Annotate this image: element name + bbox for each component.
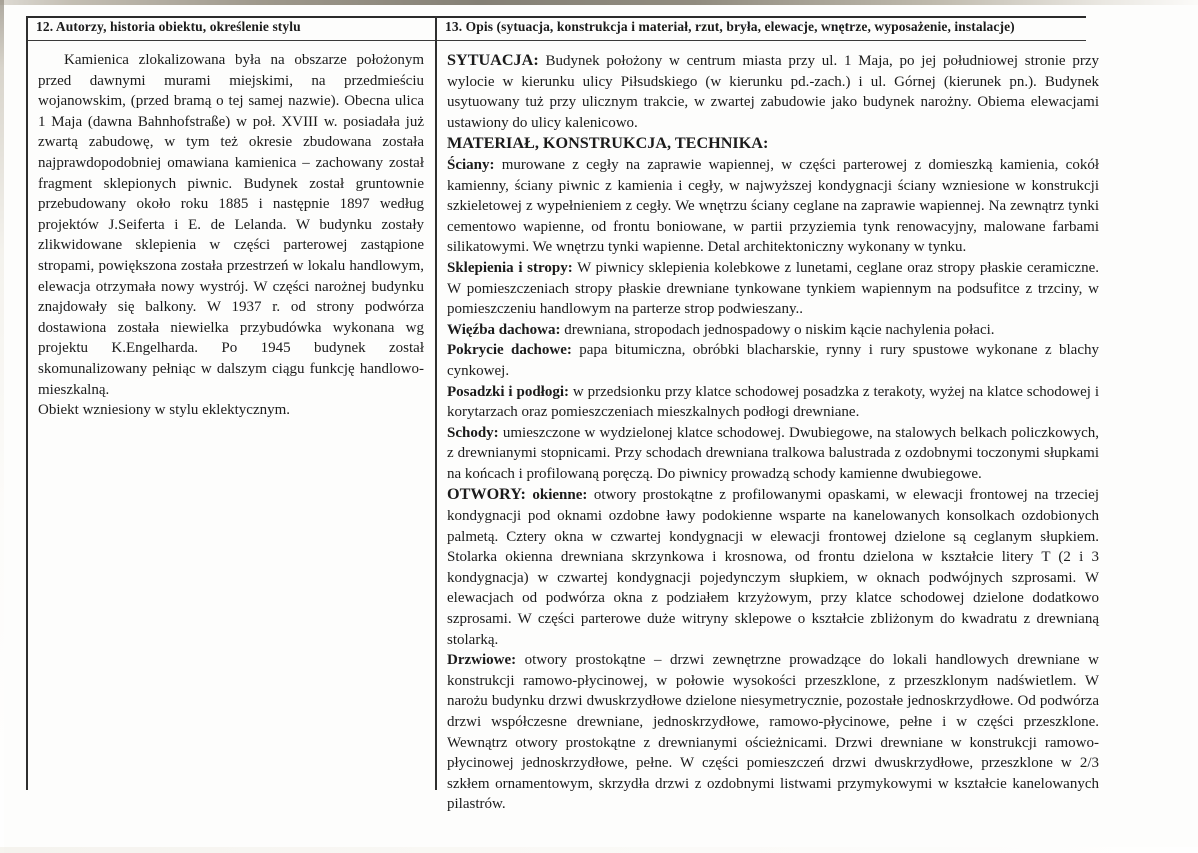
section-label: Drzwiowe:: [447, 652, 517, 669]
description-section: [447, 320, 1099, 341]
left-paragraph: Kamienica zlokalizowana była na obszarze położonym przed dawnymi murami miejskimi, na przedmieściu wojanowskim, (przed bramą o tej samej nazwie). Obecna ulica 1 Maja (dawna Bahnhofstraße) w poł. XVIII w. posiadała już zwartą zabudowę, w tym też okresie zbudowana została najprawdopodobniej omawiana kamienica – zachowany został fragment sklepionych piwnic. Budynek został gruntownie przebudowany około roku 1885 i następnie 1897 według projektów J.Seiferta i E. de Lelanda. W budynku zostały zlikwidowane sklepienia w części parterowej zastąpione stropami, powiększona została przestrzeń w lokalu handlowym, elewacja otrzymała nowy wystrój. W części narożnej budynku znajdowały się balkony. W 1937 r. od strony podwórza dostawiona została niewielka przybudówka wykonana wg projektu K.Engelharda. Po 1945 budynek został skomunalizowany pełniąc w dalszym ciągu funkcję handlowo-mieszkalną.: [38, 52, 424, 398]
table-top-rule: [26, 16, 1086, 18]
header-separator-rule: [26, 40, 1086, 41]
section-text: drewniana, stropodach jednospadowy o niskim kącie nachylenia połaci.: [560, 321, 995, 338]
section-label: Więźba dachowa:: [447, 321, 561, 338]
section-13-body: [447, 50, 1099, 815]
description-section: [447, 423, 1099, 485]
section-label: Sklepienia i stropy:: [447, 259, 573, 276]
scan-edge-top: [0, 0, 1198, 5]
section-label: Pokrycie dachowe:: [447, 342, 572, 359]
section-text: papa bitumiczna, obróbki blacharskie, rynny i rury spustowe wykonane z blachy cynkowej.: [447, 342, 1099, 379]
description-section: [447, 155, 1099, 258]
section-label: OTWORY:: [447, 485, 526, 504]
scan-edge-left: [0, 0, 4, 853]
section-sublabel: okienne:: [525, 487, 588, 504]
scan-edge-bottom: [0, 847, 1198, 853]
description-section: [447, 133, 1099, 155]
section-text: murowane z cegły na zaprawie wapiennej, w części parterowej z domieszką kamienia, cokół kamienny, ściany piwnic z kamienia i cegły, w najwyższej kondygnacji ściany wzniesione w konstrukcji szkieletowej z wypełnieniem z cegły. We wnętrzu ściany ceglane na zaprawie wapiennej. Na zewnątrz tynki cementowo wapienne, od frontu boniowane, w partii przyziemia tynk renowacyjny, malowane farbami silikatowymi. We wnętrzu tynki wapienne. Detal architektoniczny wykonany w tynku.: [447, 156, 1099, 256]
section-label: Posadzki i podłogi:: [447, 383, 569, 400]
section-text: otwory prostokątne z profilowanymi opaskami, w elewacji frontowej na trzeciej kondygnacji pod oknami ozdobne ławy podokienne wsparte na kanelowanych konsolkach ozdobionych palmetą. Cztery okna w czwartej kondygnacji w elewacji frontowej dzielone są ceglanym słupkiem. Stolarka okienna drewniana skrzynkowa i krosnowa, od frontu dzielona w kształcie litery T (2 i 3 kondygnacja) w czwartej kondygnacji pojedynczym słupkiem, w oknach podwójnych szprosami. W elewacjach od podwórza okna z podziałem krzyżowym, przy klatce schodowej dzielone dodatkowo szprosami. W części parterowe duże witryny sklepowe o kształcie zbliżonym do kwadratu z drewnianą stolarką.: [447, 487, 1099, 648]
record-table-frame: [26, 16, 1099, 813]
section-12-header: 12. Autorzy, historia obiektu, określenie stylu: [36, 19, 301, 34]
description-section: [447, 650, 1099, 815]
description-section: [447, 484, 1099, 650]
section-12-body: [38, 50, 424, 421]
section-13-header: 13. Opis (sytuacja, konstrukcja i materiał, rzut, bryła, elewacje, wnętrze, wyposażenie, instalacje): [445, 19, 1015, 34]
left-paragraph: Obiekt wzniesiony w stylu eklektycznym.: [38, 402, 291, 419]
table-left-rule: [26, 16, 28, 790]
section-text: umieszczone w wydzielonej klatce schodowej. Dwubiegowe, na stalowych belkach policzkowych, z drewnianymi stopnicami. Przy schodach drewniana tralkowa balustrada z ozdobnymi toczonymi słupkami na końcach i profilowaną poręczą. Do piwnicy prowadzą schody kamienne dwubiegowe.: [447, 424, 1099, 482]
section-text: Budynek położony w centrum miasta przy ul. 1 Maja, po jej południowej stronie przy wylocie w kierunku ulicy Piłsudskiego (w kierunku pd.-zach.) i ul. Górnej (kierunek pn.). Budynek usytuowany tuż przy ulicznym trakcie, w zwartej zabudowie jako budynek narożny. Obiema elewacjami ustawiony do ulicy kalenicowo.: [447, 53, 1099, 131]
section-label: MATERIAŁ, KONSTRUKCJA, TECHNIKA:: [447, 134, 769, 153]
section-label: Ściany:: [447, 156, 495, 173]
section-text: w przedsionku przy klatce schodowej posadzka z terakoty, wyżej na klatce schodowej i korytarzach oraz pomieszczeniach mieszkalnych podłogi drewniane.: [447, 383, 1099, 421]
section-label: Schody:: [447, 424, 499, 441]
description-section: [447, 340, 1099, 381]
description-section: [447, 258, 1099, 320]
section-text: W piwnicy sklepienia kolebkowe z lunetami, ceglane oraz stropy płaskie ceramiczne. W pomieszczeniach stropy płaskie drewniane tynkowane tynkiem wapiennym na podsufitce z trzciny, w pomieszczeniu handlowym na parterze strop podwieszany..: [447, 259, 1099, 318]
description-section: [447, 50, 1099, 133]
table-column-divider: [435, 16, 437, 790]
section-label: SYTUACJA:: [447, 51, 539, 69]
section-text: otwory prostokątne – drzwi zewnętrzne prowadzące do lokali handlowych drewniane w konstrukcji ramowo-płycinowej, w połowie wysokości przeszklone, z przeszklonym nadświetlem. W narożu budynku drzwi dwuskrzydłowe dzielone niesymetrycznie, pozostałe jednoskrzydłowe. Od podwórza drzwi współczesne drewniane, jednoskrzydłowe, ramowo-płycinowe, pełne i w części przeszklone. Wewnątrz otwory prostokątne z drewnianymi ościeżnicami. Drzwi drewniane w konstrukcji ramowo-płycinowej jednoskrzydłowe, pełne. W części pomieszczeń drzwi dwuskrzydłowe, przeszklone w 2/3 szkłem ornamentowym, skrzydła drzwi z ozdobnymi listwami przymykowymi w kształcie kanelowanych pilastrów.: [447, 652, 1099, 813]
description-section: [447, 382, 1099, 423]
